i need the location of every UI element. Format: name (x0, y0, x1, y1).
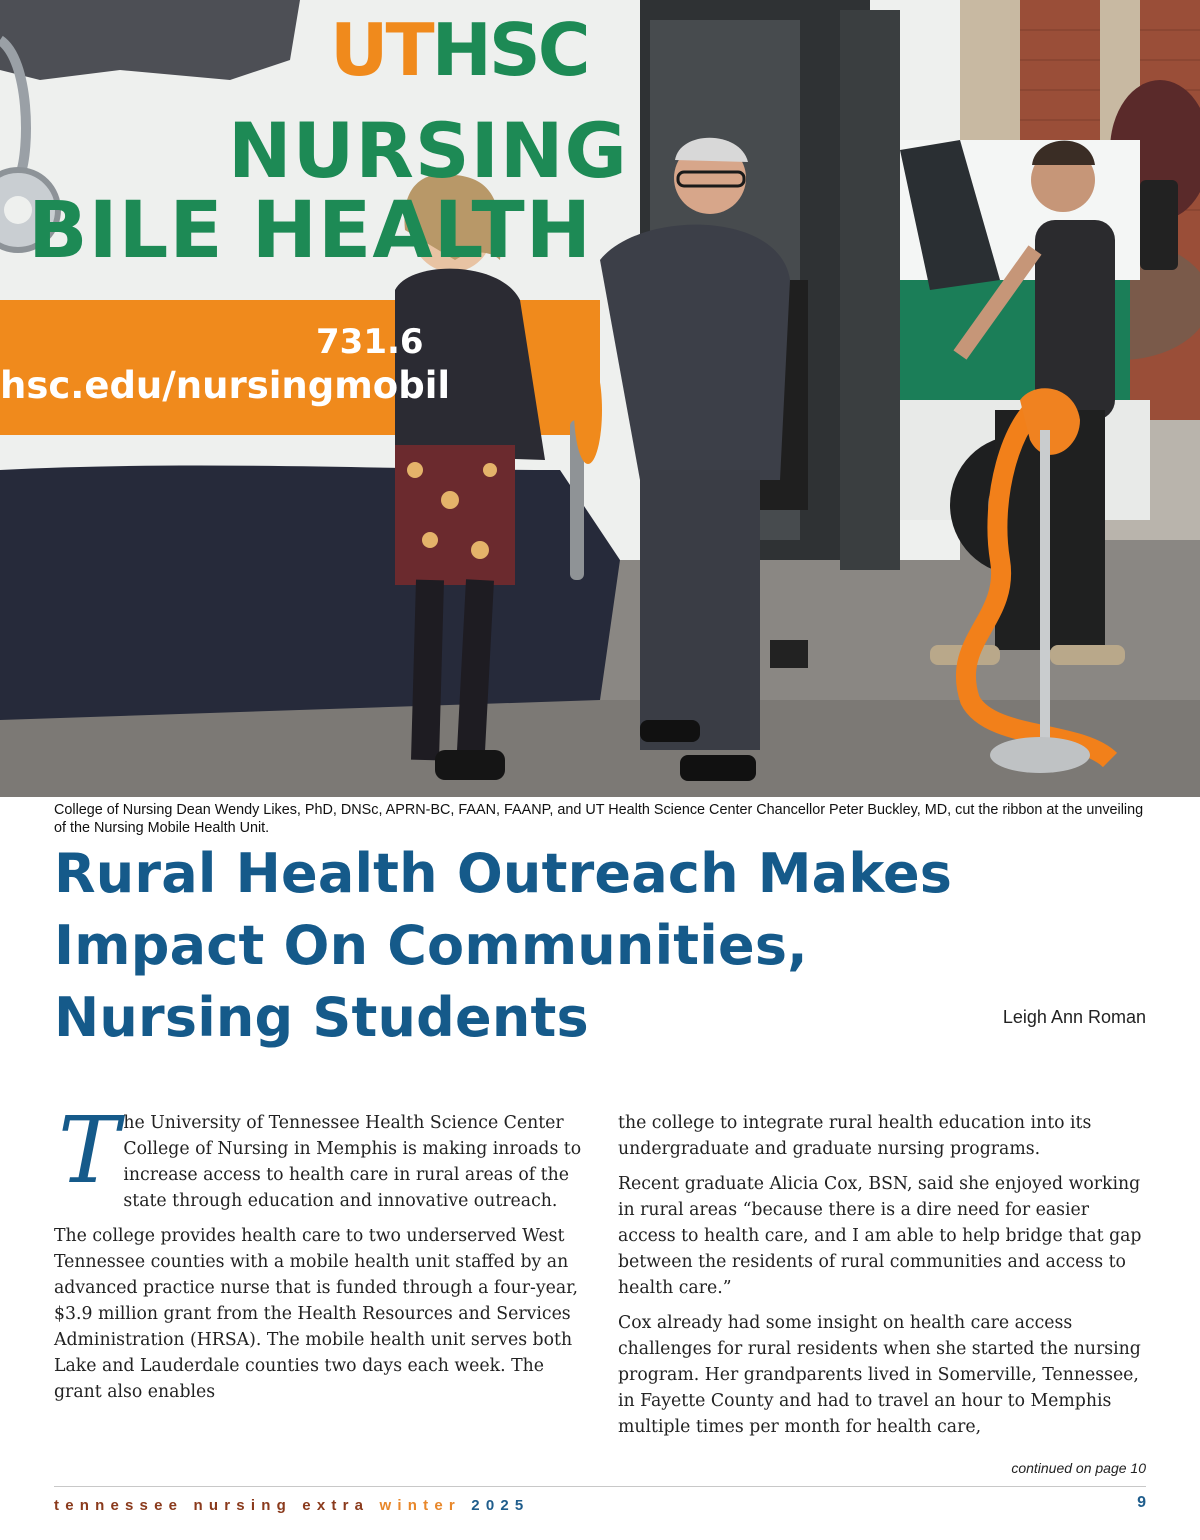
photo-caption: College of Nursing Dean Wendy Likes, PhD, DNSc, APRN-BC, FAAN, FAANP, and UT Health Science Center Chancellor Peter Buckley, MD, cut the ribbon at the unveiling of the Nursing Mobile Health Unit. (54, 802, 1144, 836)
van-phone: 731.6 (316, 322, 424, 362)
article-headline: Rural Health Outreach Makes Impact On Communities, Nursing Students (54, 842, 953, 1049)
footer-divider (54, 1486, 1146, 1487)
footer-year: 2025 (471, 1497, 530, 1514)
article-paragraph: Cox already had some insight on health care access challenges for rural residents when she started the nursing program. Her grandparents lived in Somerville, Tennessee, in Fayette County and had to travel an hour to Memphis multiple times per month for health care, (618, 1313, 1141, 1437)
footer-magazine-title (54, 1497, 529, 1514)
article-paragraph: the college to integrate rural health education into its undergraduate and graduate nursing programs. (618, 1113, 1092, 1159)
footer-magazine-name: tennessee nursing extra (54, 1497, 370, 1514)
drop-cap: T (58, 1097, 120, 1204)
van-text-mobile-health-label: BILE HEALTH (28, 186, 592, 276)
page-number: 9 (1137, 1494, 1146, 1511)
van-text-mobile-health (0, 186, 592, 276)
van-logo (330, 8, 588, 92)
article-paragraph: Recent graduate Alicia Cox, BSN, said she enjoyed working in rural areas “because there is a dire need for easier access to health care, and I am able to help bridge that gap between the residents of rural communities and access to health care.” (618, 1174, 1142, 1298)
article-byline: Leigh Ann Roman (1002, 1007, 1146, 1027)
continued-note: continued on page 10 (1011, 1460, 1146, 1476)
van-logo-hsc: HSC (431, 8, 588, 92)
article-column-right (618, 1110, 1148, 1449)
van-logo-ut: UT (330, 8, 432, 92)
van-text-nursing: NURSING (228, 106, 628, 195)
paragraph-text: he University of Tennessee Health Science Center College of Nursing in Memphis is making inroads to increase access to health care in rural areas of the state through education and innovative outreach. (123, 1113, 582, 1211)
article-paragraph (54, 1097, 584, 1214)
footer-season: winter (379, 1497, 461, 1514)
article-column-left (54, 1097, 584, 1414)
article-paragraph: The college provides health care to two underserved West Tennessee counties with a mobile health unit staffed by an advanced practice nurse that is funded through a four-year, $3.9 million grant from the Health Resources and Services Administration (HRSA). The mobile health unit serves both Lake and Lauderdale counties two days each week. The grant also enables (54, 1226, 579, 1402)
van-url: hsc.edu/nursingmobil (0, 364, 451, 407)
